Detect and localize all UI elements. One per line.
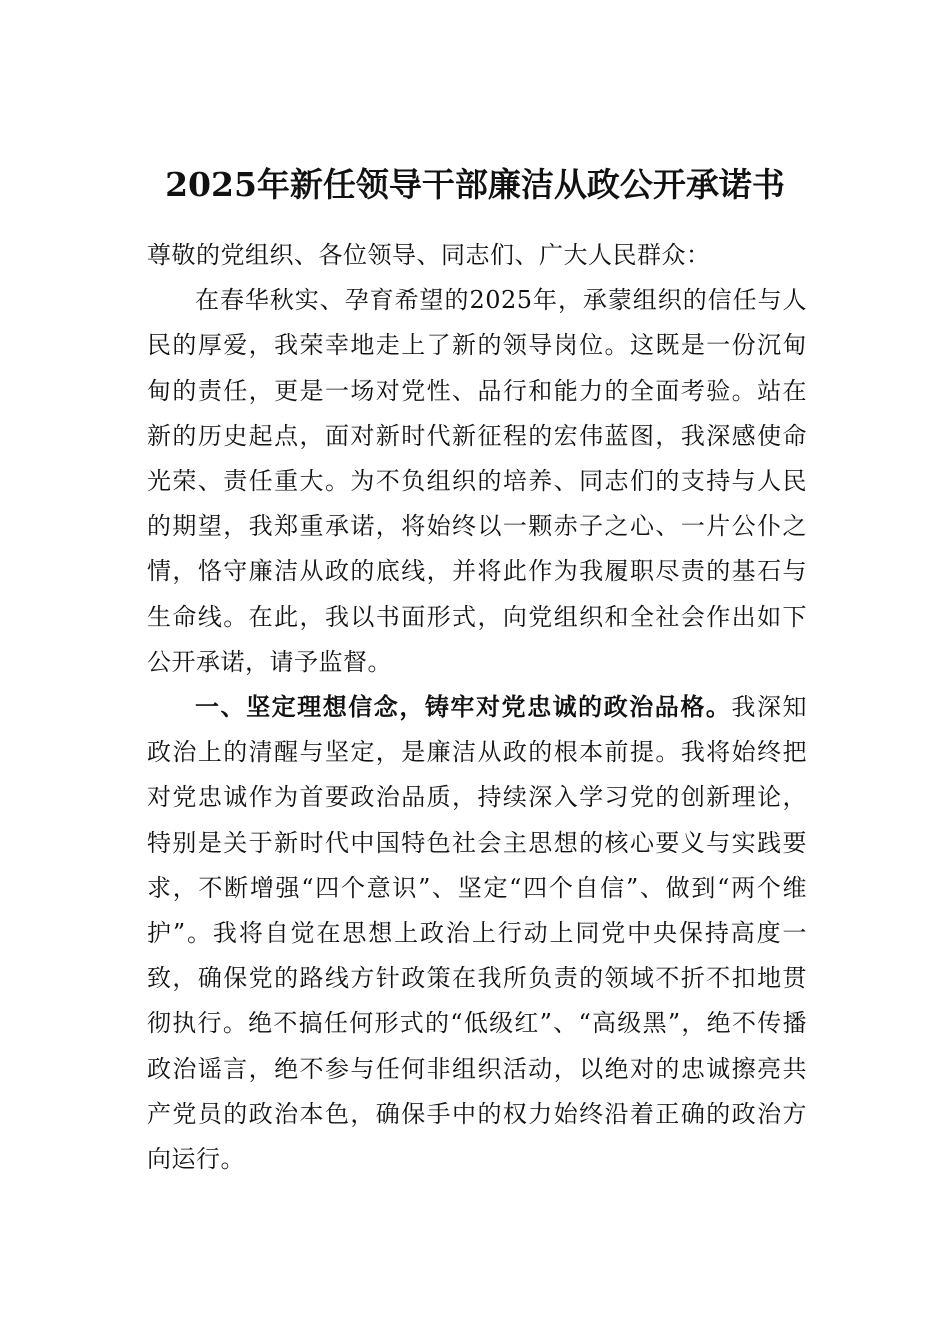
document-title: 2025年新任领导干部廉洁从政公开承诺书: [165, 165, 785, 204]
section-1-paragraph: [147, 685, 807, 1182]
document-body: [147, 233, 807, 1182]
section-1-text: 我深知政治上的清醒与坚定，是廉洁从政的根本前提。我将始终把对党忠诚作为首要政治品质，持续深入学习党的创新理论，特别是关于新时代中国特色社会主思想的核心要义与实践要求，不断增强“四个意识”、坚定“四个自信”、做到“两个维护”。我将自觉在思想上政治上行动上同党中央保持高度一致，确保党的路线方针政策在我所负责的领域不折不扣地贯彻执行。绝不搞任何形式的“低级红”、“高级黑”，绝不传播政治谣言，绝不参与任何非组织活动，以绝对的忠诚擦亮共产党员的政治本色，确保手中的权力始终沿着正确的政治方向运行。: [147, 693, 808, 1174]
intro-paragraph: 在春华秋实、孕育希望的2025年，承蒙组织的信任与人民的厚爱，我荣幸地走上了新的领导岗位。这既是一份沉甸甸的责任，更是一场对党性、品行和能力的全面考验。站在新的历史起点，面对新时代新征程的宏伟蓝图，我深感使命光荣、责任重大。为不负组织的培养、同志们的支持与人民的期望，我郑重承诺，将始终以一颗赤子之心、一片公仆之情，恪守廉洁从政的底线，并将此作为我履职尽责的基石与生命线。在此，我以书面形式，向党组织和全社会作出如下公开承诺，请予监督。: [147, 286, 807, 676]
salutation: 尊敬的党组织、各位领导、同志们、广大人民群众：: [147, 241, 711, 269]
section-1-heading: 一、坚定理想信念，铸牢对党忠诚的政治品格。: [195, 693, 732, 722]
